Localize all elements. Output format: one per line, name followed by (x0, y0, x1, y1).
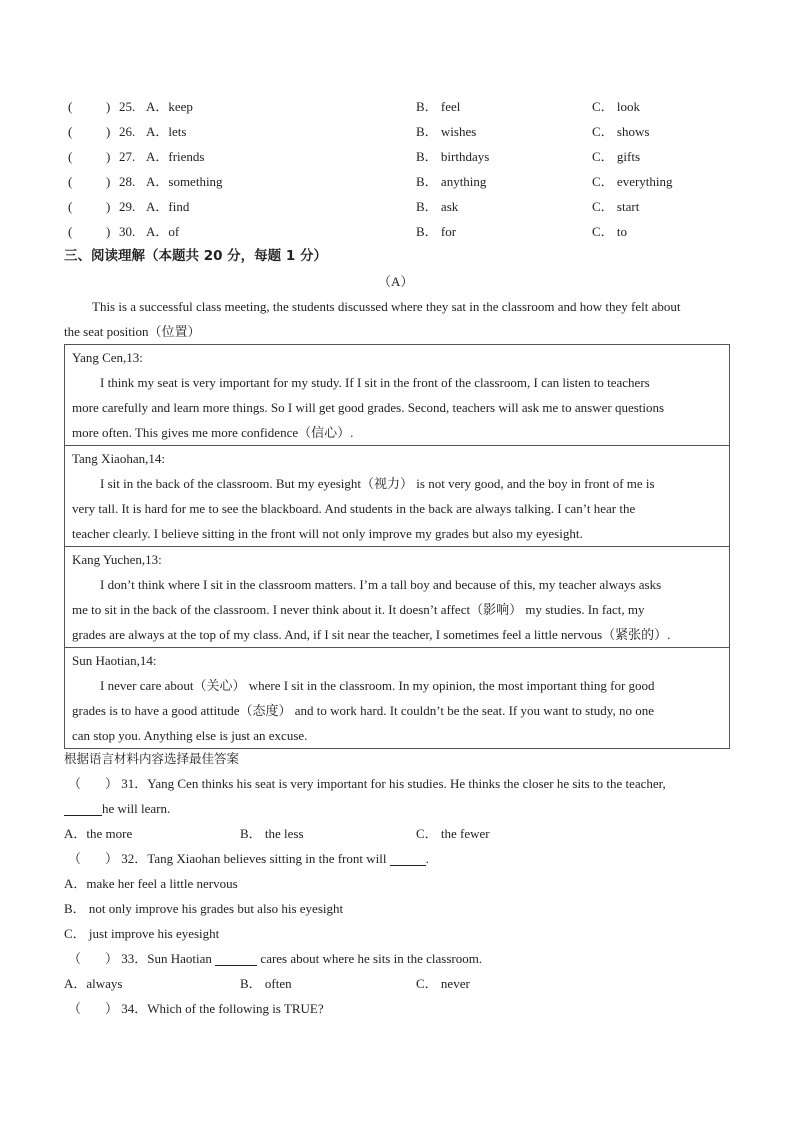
question-number: 28. (119, 174, 136, 189)
question-31 (68, 771, 666, 796)
q33-option-c[interactable]: C． never (416, 976, 470, 991)
answer-paren-close: ） (105, 776, 119, 791)
q31-option-c[interactable]: C． the fewer (416, 826, 490, 841)
answer-paren-open: ( (68, 174, 73, 189)
passage-text-line: I never care about（关心） where I sit in the classroom. In my opinion, the most important thing for good (100, 678, 655, 693)
option-b[interactable]: B． feel (416, 99, 461, 114)
passage-cell (65, 547, 730, 648)
student-name: Yang Cen,13: (72, 350, 143, 365)
student-name: Kang Yuchen,13: (72, 552, 162, 567)
answer-slot[interactable] (76, 169, 104, 194)
option-a[interactable]: A．keep (146, 99, 193, 114)
answer-paren-open: （ (68, 1001, 82, 1016)
question-stem: 32．Tang Xiaohan believes sitting in the front will (121, 851, 387, 866)
instruction-text: 根据语言材料内容选择最佳答案 (64, 751, 240, 766)
option-c[interactable]: C． shows (592, 124, 650, 139)
option-a[interactable]: A．lets (146, 124, 187, 139)
answer-slot[interactable] (76, 219, 104, 244)
answer-paren-close: ） (105, 1001, 119, 1016)
passage-cell (65, 648, 730, 749)
answer-paren-close: ) (106, 174, 111, 189)
answer-paren-close: ) (106, 224, 111, 239)
option-b[interactable]: B． wishes (416, 124, 477, 139)
option-c[interactable]: C． to (592, 224, 628, 239)
passage-text-line: me to sit in the back of the classroom. I never think about it. It doesn’t affect（影响） my studies. In fact, my (72, 602, 645, 617)
passage-text-line: I think my seat is very important for my study. If I sit in the front of the classroom, I can listen to teachers (100, 375, 650, 390)
q31-option-a[interactable]: A．the more (64, 826, 133, 841)
answer-paren-open: ( (68, 224, 73, 239)
passage-text-line: I don’t think where I sit in the classroom matters. I’m a tall boy and because of this, my teacher always asks (100, 577, 662, 592)
answer-paren-close: ） (105, 851, 119, 866)
intro-text-line-2: the seat position（位置） (64, 324, 201, 339)
option-c[interactable]: C． everything (592, 174, 673, 189)
answer-paren-open: ( (68, 199, 73, 214)
passage-text-line: can stop you. Anything else is just an excuse. (72, 728, 308, 743)
question-number: 27. (119, 149, 136, 164)
fill-blank[interactable] (215, 951, 257, 966)
passage-row (65, 547, 730, 648)
passage-text-line: more carefully and learn more things. So I will get good grades. Second, teachers will ask me to answer questions (72, 400, 665, 415)
q32-option-a[interactable]: A．make her feel a little nervous (64, 876, 238, 891)
question-stem: 34．Which of the following is TRUE? (121, 1001, 324, 1016)
question-stem-continued: he will learn. (102, 801, 171, 816)
fill-blank[interactable] (64, 801, 102, 816)
section-heading: 三、阅读理解（本题共 20 分，每题 1 分） (64, 248, 327, 264)
answer-paren-close: ) (106, 124, 111, 139)
option-c[interactable]: C． gifts (592, 149, 641, 164)
question-number: 26. (119, 124, 136, 139)
passage-row (65, 648, 730, 749)
question-stem-end: cares about where he sits in the classroom. (260, 951, 483, 966)
passage-text-line: very tall. It is hard for me to see the blackboard. And students in the back are always talking. I can’t hear the (72, 501, 636, 516)
option-b[interactable]: B． birthdays (416, 149, 490, 164)
passage-table (64, 344, 730, 749)
student-name: Sun Haotian,14: (72, 653, 157, 668)
passage-text-line: grades are always at the top of my class. And, if I sit near the teacher, I sometimes feel a little nervous（紧张的）. (72, 627, 671, 642)
answer-paren-open: （ (68, 776, 82, 791)
option-b[interactable]: B． ask (416, 199, 459, 214)
answer-slot[interactable] (76, 144, 104, 169)
answer-paren-close: ) (106, 99, 111, 114)
answer-paren-open: （ (68, 951, 82, 966)
option-a[interactable]: A．friends (146, 149, 205, 164)
answer-slot[interactable] (76, 119, 104, 144)
passage-label: （A） (378, 274, 414, 289)
answer-paren-open: ( (68, 99, 73, 114)
q31-option-b[interactable]: B． the less (240, 826, 304, 841)
option-c[interactable]: C． start (592, 199, 640, 214)
passage-row (65, 446, 730, 547)
question-33 (68, 946, 482, 971)
question-31-line-2 (64, 796, 170, 821)
option-b[interactable]: B． for (416, 224, 457, 239)
student-name: Tang Xiaohan,14: (72, 451, 165, 466)
passage-text-line: I sit in the back of the classroom. But my eyesight（视力） is not very good, and the boy in front of me is (100, 476, 655, 491)
question-32 (68, 846, 429, 871)
option-a[interactable]: A．something (146, 174, 223, 189)
passage-cell (65, 446, 730, 547)
answer-paren-open: （ (68, 851, 82, 866)
answer-paren-close: ) (106, 199, 111, 214)
question-number: 30. (119, 224, 136, 239)
q32-option-c[interactable]: C． just improve his eyesight (64, 926, 220, 941)
answer-slot[interactable] (76, 94, 104, 119)
question-number: 29. (119, 199, 136, 214)
question-stem-end: . (425, 851, 429, 866)
answer-paren-close: ) (106, 149, 111, 164)
passage-text-line: grades is to have a good attitude（态度） and to work hard. It couldn’t be the seat. If you want to study, no one (72, 703, 654, 718)
q32-option-b[interactable]: B． not only improve his grades but also his eyesight (64, 901, 344, 916)
fill-blank[interactable] (390, 851, 426, 866)
passage-text-line: more often. This gives me more confidence（信心）. (72, 425, 354, 440)
answer-paren-close: ） (105, 951, 119, 966)
q33-option-b[interactable]: B． often (240, 976, 292, 991)
answer-slot[interactable] (76, 194, 104, 219)
answer-paren-open: ( (68, 149, 73, 164)
passage-text-line: teacher clearly. I believe sitting in the front will not only improve my grades but also my eyesight. (72, 526, 583, 541)
question-stem: 33．Sun Haotian (121, 951, 212, 966)
question-34 (68, 996, 324, 1021)
passage-row (65, 345, 730, 446)
answer-paren-open: ( (68, 124, 73, 139)
question-stem: 31．Yang Cen thinks his seat is very important for his studies. He thinks the closer he sits to the teacher, (121, 776, 666, 791)
q33-option-a[interactable]: A．always (64, 976, 123, 991)
intro-text-line-1: This is a successful class meeting, the students discussed where they sat in the classroom and how they felt about (92, 299, 681, 314)
option-b[interactable]: B． anything (416, 174, 487, 189)
option-a[interactable]: A．find (146, 199, 190, 214)
question-number: 25. (119, 99, 136, 114)
option-c[interactable]: C． look (592, 99, 641, 114)
option-a[interactable]: A．of (146, 224, 180, 239)
passage-cell (65, 345, 730, 446)
